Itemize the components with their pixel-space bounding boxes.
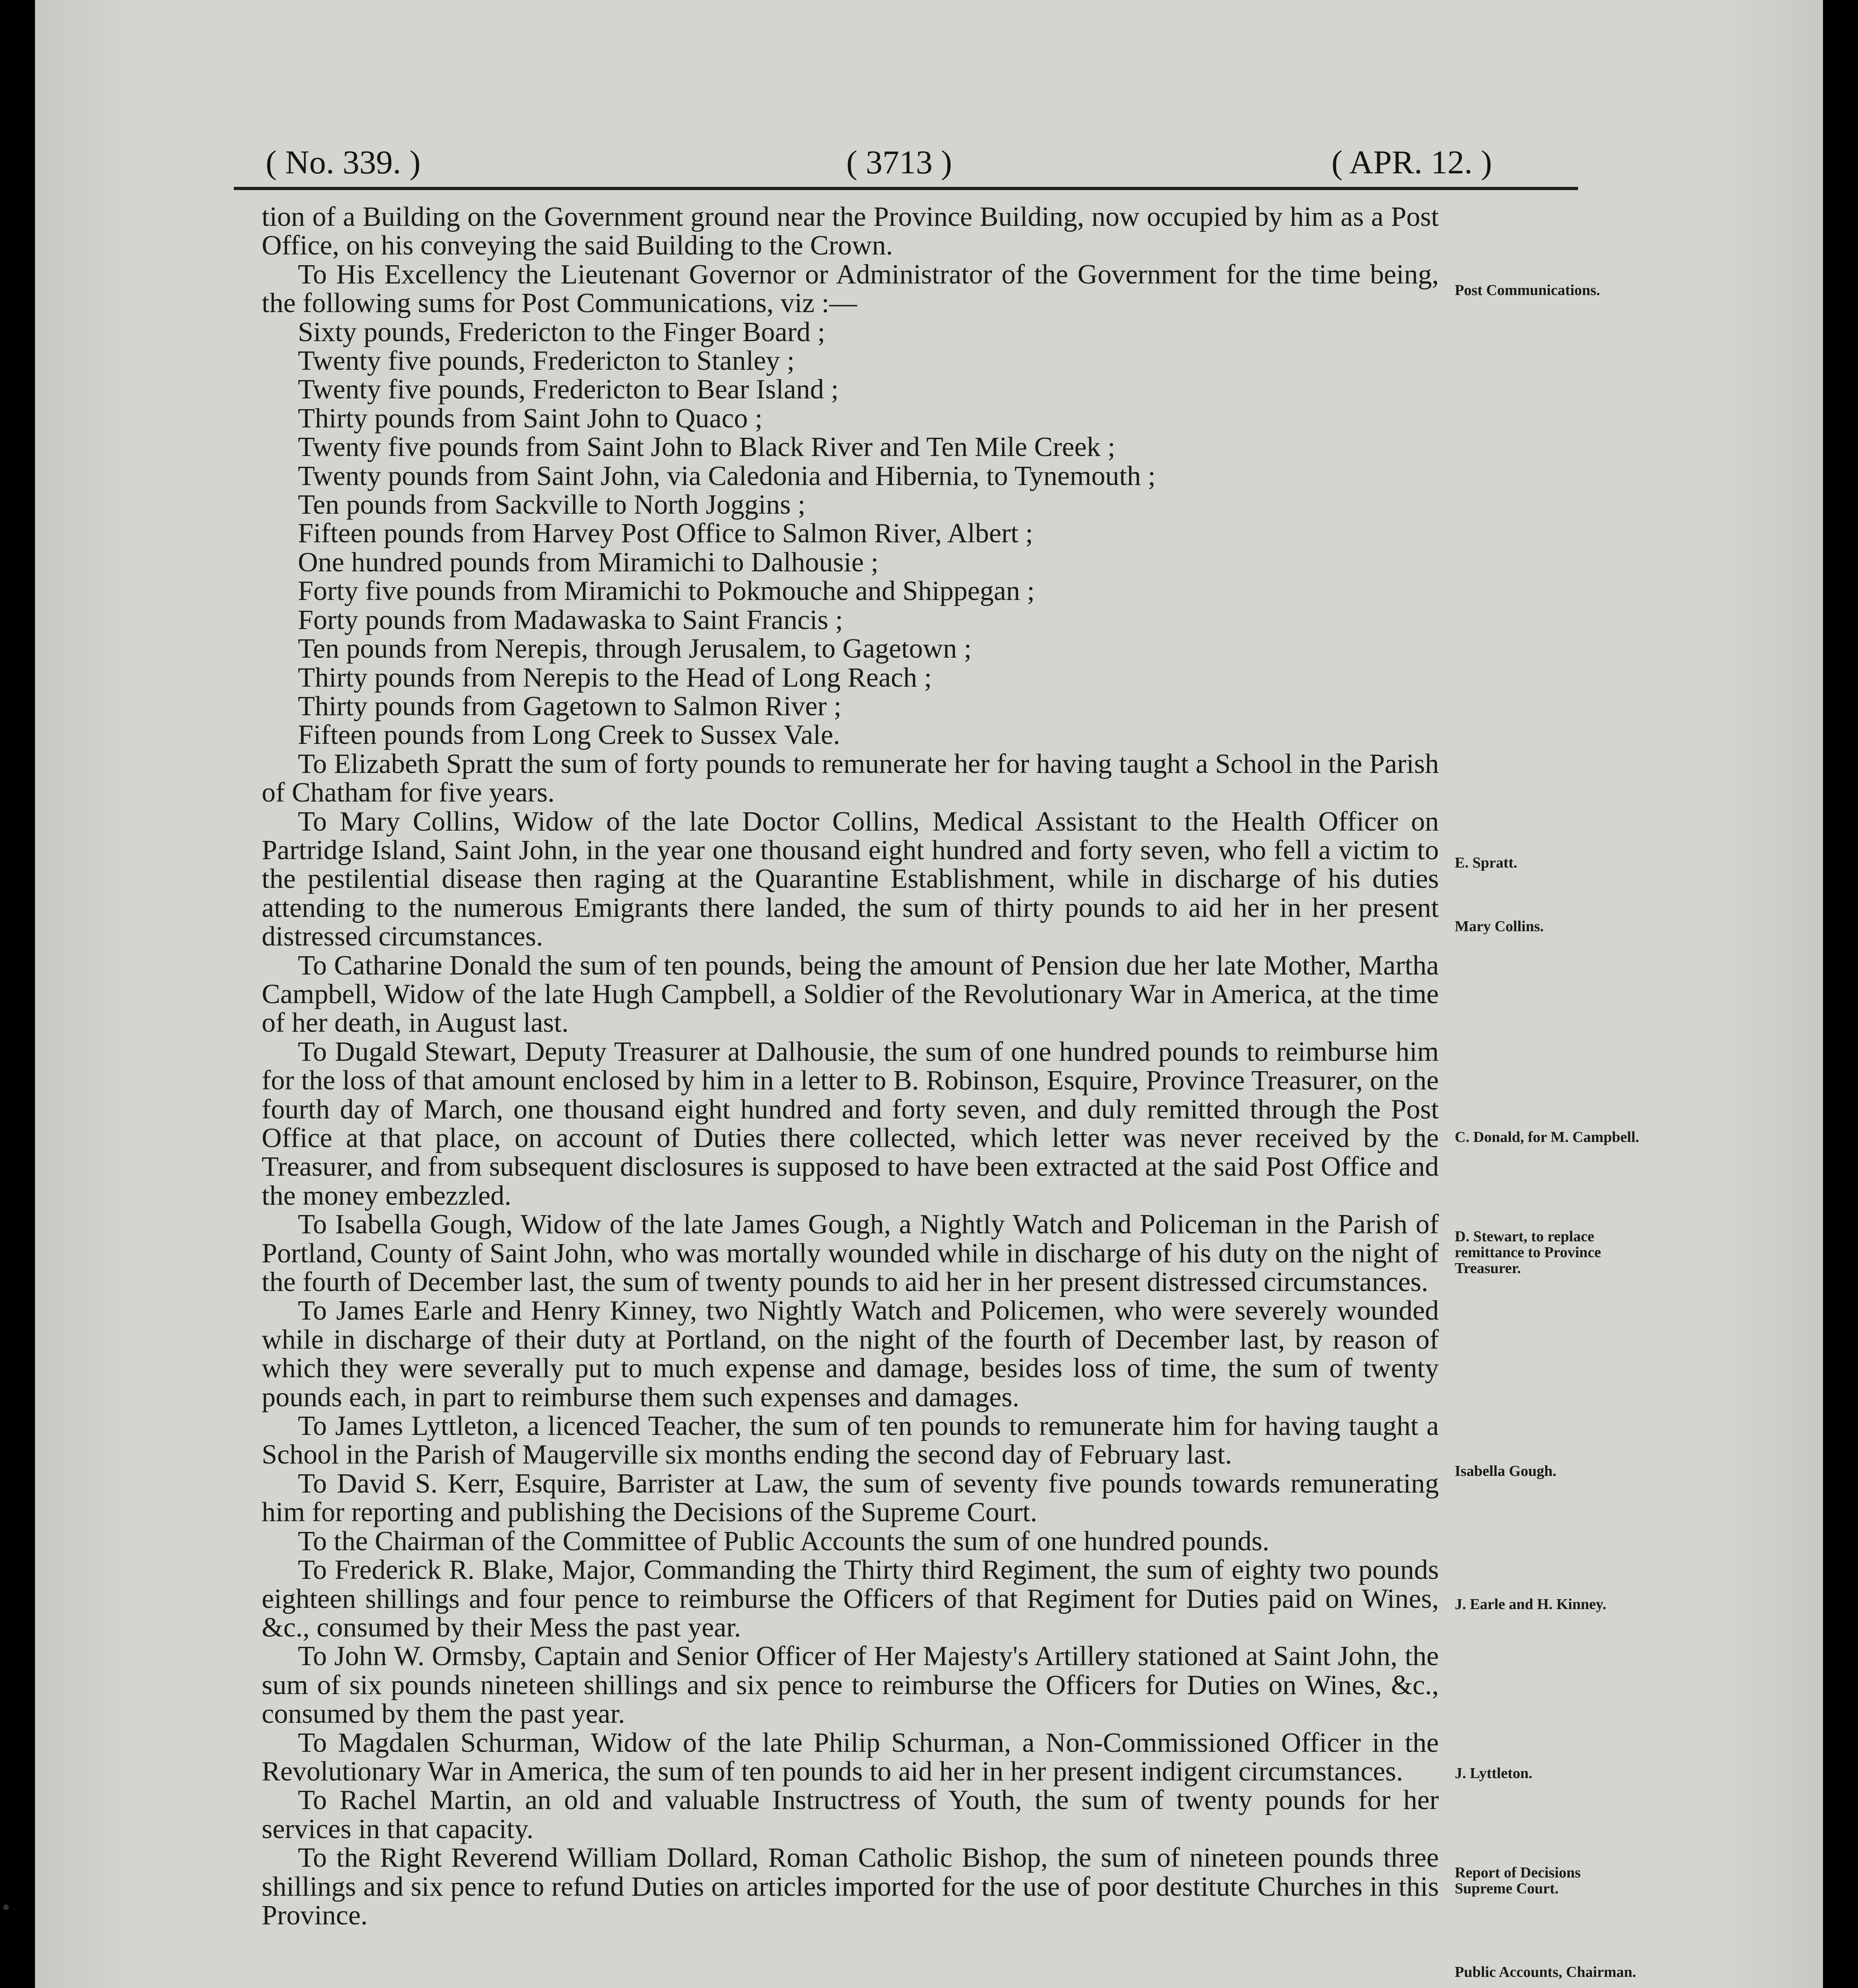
list-item: Thirty pounds from Gagetown to Salmon River ; [298,691,842,722]
margin-note-stewart: D. Stewart, to replace remittance to Province Treasurer. [1455,1228,1601,1277]
margin-note-spratt: E. Spratt. [1455,854,1518,871]
paragraph: To Mary Collins, Widow of the late Doctor Collins, Medical Assistant to the Health Officer on Partridge Island, Saint John, in the year one thousand eight hundred and forty seven, who fell a victim to the pestilential disease then raging at the Quarantine Establishment, while in discharge of his duties attending to the numerous Emigrants there landed, the sum of thirty pounds to aid her in her present distressed circumstances. [262,806,1439,952]
paragraph: To James Lyttleton, a licenced Teacher, the sum of ten pounds to remunerate him for having taught a School in the Parish of Maugerville six months ending the second day of February last. [262,1411,1439,1470]
list-item: Ten pounds from Nerepis, through Jerusalem, to Gagetown ; [298,633,972,664]
margin-note-kerr: Report of Decisions Supreme Court. [1455,1864,1581,1897]
paragraph: To James Earle and Henry Kinney, two Nightly Watch and Policemen, who were severely wounded while in discharge of their duty at Portland, on the night of the fourth of December last, by reason of which they were severally put to much expense and damage, besides loss of time, the sum of twenty pounds each, in part to reimburse them such expenses and damages. [262,1295,1439,1413]
paragraph: To Isabella Gough, Widow of the late James Gough, a Nightly Watch and Policeman in the Parish of Portland, County of Saint John, who was mortally wounded while in discharge of his duty on the night of the fourth of December last, the sum of twenty pounds to aid her in her present distressed circumstances. [262,1209,1439,1298]
act-number: ( No. 339. ) [266,144,421,181]
list-item: Fifteen pounds from Harvey Post Office to Salmon River, Albert ; [298,518,1033,549]
page-header [234,143,1578,187]
page-date: ( APR. 12. ) [1331,144,1492,181]
paragraph: tion of a Building on the Government ground near the Province Building, now occupied by him as a Post Office, on his conveying the said Building to the Crown. [262,202,1439,261]
list-item: Sixty pounds, Fredericton to the Finger Board ; [298,316,825,348]
paragraph: To Elizabeth Spratt the sum of forty pounds to remunerate her for having taught a School in the Parish of Chatham for five years. [262,748,1439,808]
scan-speck [3,1905,9,1910]
list-item: Fifteen pounds from Long Creek to Sussex Vale. [298,720,840,751]
list-item: Twenty five pounds, Fredericton to Bear Island ; [298,374,839,405]
margin-note-collins: Mary Collins. [1455,918,1544,935]
list-item: Twenty five pounds from Saint John to Black River and Ten Mile Creek ; [298,432,1116,463]
margin-note-lyttleton: J. Lyttleton. [1455,1765,1533,1782]
document-page [35,0,1823,1988]
paragraph: To Frederick R. Blake, Major, Commanding the Thirty third Regiment, the sum of eighty two pounds eighteen shillings and four pence to reimburse the Officers of that Regiment for Duties paid on Wines, &c., consumed by their Mess the past year. [262,1555,1439,1643]
list-item: Twenty pounds from Saint John, via Caledonia and Hibernia, to Tynemouth ; [298,460,1156,491]
paragraph: To the Right Reverend William Dollard, Roman Catholic Bishop, the sum of nineteen pounds three shillings and six pence to refund Duties on articles imported for the use of poor destitute Churches in this Province. [262,1842,1439,1931]
margin-note-post: Post Communications. [1455,282,1600,299]
margin-note-earle: J. Earle and H. Kinney. [1455,1596,1607,1613]
paragraph: To His Excellency the Lieutenant Governor or Administrator of the Government for the time being, the following sums for Post Communications, viz :— [262,259,1439,319]
paragraph: To the Chairman of the Committee of Public Accounts the sum of one hundred pounds. [298,1526,1269,1557]
paragraph: To Magdalen Schurman, Widow of the late Philip Schurman, a Non-Commissioned Officer in the Revolutionary War in America, the sum of ten pounds to aid her in her present indigent circumstances. [262,1727,1439,1787]
list-item: Thirty pounds from Nerepis to the Head of Long Reach ; [298,662,932,693]
list-item: Thirty pounds from Saint John to Quaco ; [298,403,763,434]
margin-note-donald: C. Donald, for M. Campbell. [1455,1129,1639,1145]
margin-note-gough: Isabella Gough. [1455,1463,1557,1479]
paragraph: To Rachel Martin, an old and valuable Instructress of Youth, the sum of twenty pounds for her services in that capacity. [262,1785,1439,1844]
page-number: ( 3713 ) [846,144,952,181]
list-item: Ten pounds from Sackville to North Joggins ; [298,489,806,520]
paragraph: To John W. Ormsby, Captain and Senior Officer of Her Majesty's Artillery stationed at Saint John, the sum of six pounds nineteen shillings and six pence to reimburse the Officers for Duties on Wines, &c., consumed by them the past year. [262,1641,1439,1730]
list-item: Twenty five pounds, Fredericton to Stanley ; [298,346,795,377]
list-item: Forty five pounds from Miramichi to Pokmouche and Shippegan ; [298,576,1035,607]
document-body [262,203,1439,1930]
list-item: Forty pounds from Madawaska to Saint Francis ; [298,604,843,635]
paragraph: To David S. Kerr, Esquire, Barrister at Law, the sum of seventy five pounds towards remunerating him for reporting and publishing the Decisions of the Supreme Court. [262,1468,1439,1528]
header-rule [234,187,1578,190]
paragraph: To Catharine Donald the sum of ten pounds, being the amount of Pension due her late Mother, Martha Campbell, Widow of the late Hugh Campbell, a Soldier of the Revolutionary War in America, at the time of her death, in August last. [262,950,1439,1039]
margin-note-accounts: Public Accounts, Chairman. [1455,1964,1636,1980]
list-item: One hundred pounds from Miramichi to Dalhousie ; [298,547,879,578]
paragraph: To Dugald Stewart, Deputy Treasurer at Dalhousie, the sum of one hundred pounds to reimburse him for the loss of that amount enclosed by him in a letter to B. Robinson, Esquire, Province Treasurer, on the fourth day of March, one thousand eight hundred and forty seven, and duly remitted through the Post Office at that place, on account of Duties there collected, which letter was never received by the Treasurer, and from subsequent disclosures is supposed to have been extracted at the said Post Office and the money embezzled. [262,1036,1439,1211]
